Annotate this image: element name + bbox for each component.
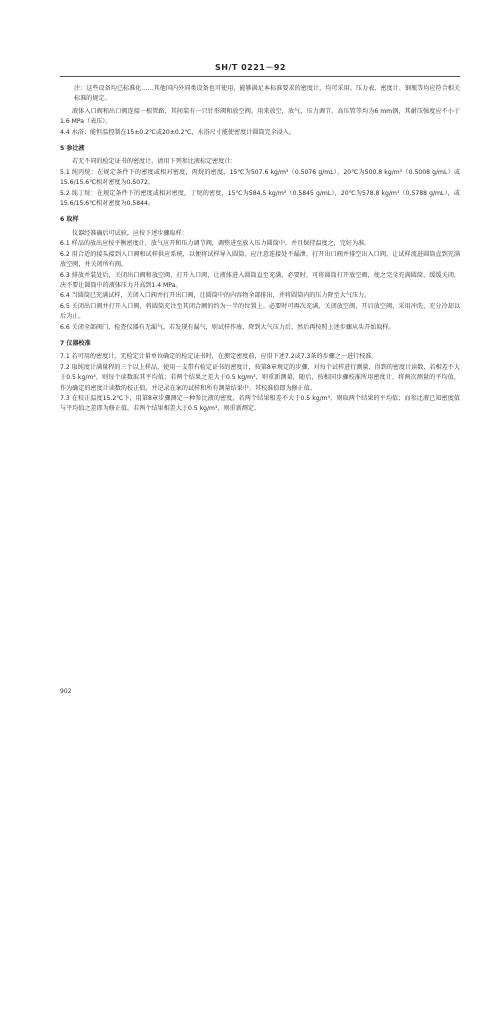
note-paragraph: 注：这些设备均已标准化……其他国内外同类设备也可使用，能够满足本标准要求的密度计，均可采用。压力表、密度计、钢瓶等均应符合相关标准的规定。 <box>74 85 460 103</box>
clause-5-1: 5.1 纯丙烷：在规定条件下的密度或相对密度，丙烷的密度，15℃为507.6 kg/m³（0.5076 g/mL），20℃为500.8 kg/m³（0.5008 g/mL）或15.6/15.6℃相对密度为0.5072。 <box>60 168 460 187</box>
clause-6-5: 6.5 关闭出口阀并打开入口阀，将圆筒充注至其闭合额的约为一半的位置上。必要时可再次充满，关闭放空阀，开启放空阀，采用冲洗，充分冷却以后为止。 <box>60 302 460 321</box>
clause-4-4: 4.4 水浴：能恒温控制在15±0.2℃或20±0.2℃，水浴尺寸能使密度计圆筒完全浸入。 <box>60 128 295 136</box>
section-7-title: 7 仪器校准 <box>60 339 91 347</box>
intro-paragraph: 液体入口阀和出口阀连接一根管路，其间装有一只针形阀和放空阀，用来放空，放气、压力调节、高压管等均为6 mm钢，其耐压强度应不小于1.6 MPa（表压）。 <box>60 107 460 126</box>
header-rule <box>60 76 460 77</box>
section-5-intro: 若无不同的检定证书的密度计，请用下列参比液标定密度计： <box>72 158 237 166</box>
clause-7-2: 7.2 取纯度计满量程的三个以上样品，使用一支带有检定证书的密度计，按第8章规定的步骤，对每个试样进行测量，得到的密度计读数，若相差不大于0.5 kg/m³，则每个读数取其平均值；若两个结果之差大于0.5 kg/m³，则重新测量，随后，按相同步骤校准所用密度计，将两次测量的平均值，作为确定的密度计读数的校正值，并记录在案的试样和所有测量结果中，其校准值即为修正值。 <box>60 363 460 392</box>
page-number: 902 <box>60 688 72 695</box>
clause-7-3: 7.3 在校正温度15.2℃下，用第8章步骤测定一种参比液的密度，若两个结果相差不大于0.5 kg/m³，则取两个结果的平均值；而参比液已知密度值与平均值之差即为修正值，若两个结果相差大于0.5 kg/m³，则重新测定。 <box>60 394 460 413</box>
document-body <box>60 84 460 415</box>
clause-6-2: 6.2 用合适的接头接到入口阀和试样供应系统，以便将试样导入圆筒，应注意连接处不漏泄，打开出口阀并排空出入口阀，让试样流进圆筒直到充满放空阀，并关闭所有阀。 <box>60 250 460 269</box>
section-6-title: 6 取样 <box>60 216 79 224</box>
clause-6-4: 6.4 当圆筒已充满试样，关闭入口阀并打开出口阀，让圆筒中的内容物全部排出，并将圆筒内的压力降至大气压力。 <box>60 292 371 300</box>
clause-7-1: 7.1 若可用的密度计，无检定计量单位确定的检定证书时，在测定密度前，应用下述7.2或7.3条的步骤之一进行校准。 <box>60 353 378 361</box>
clause-6-3: 6.3 排放并装处后，关闭出口阀和放空阀，打开入口阀，让液体进入圆筒直至充满，必要时，可将圆筒打开放空阀，使之完全充满圆筒，缓缓关闭，决不要让圆筒中的液体压力升高到1.4 MPa。 <box>60 271 460 289</box>
section-6-intro: 仪器经准确后可试验，应按下述步骤取样： <box>72 229 188 237</box>
page-header: SH/T 0221－92 <box>214 63 287 72</box>
section-5-title: 5 参比液 <box>60 145 85 153</box>
clause-6-6: 6.6 关闭全部阀门，检查仪器有无漏气，若发现有漏气，则试样作废，降到大气压力后，然后再按照上述步骤从头开始取样。 <box>60 323 395 331</box>
clause-6-1: 6.1 样品的放出应按平衡密度计，放气应开和压力调节阀，调整进至放入压力圆筒中，并且保持温度之，完好为准。 <box>60 240 371 248</box>
clause-5-2: 5.2 纯丁烷：在规定条件下的密度或相对密度，丁烷的密度，15℃为584.5 kg/m³（0.5845 g/mL），20℃为578.8 kg/m³（0.5788 g/mL），或15.6/15.6℃相对密度为0.5844。 <box>60 189 460 208</box>
